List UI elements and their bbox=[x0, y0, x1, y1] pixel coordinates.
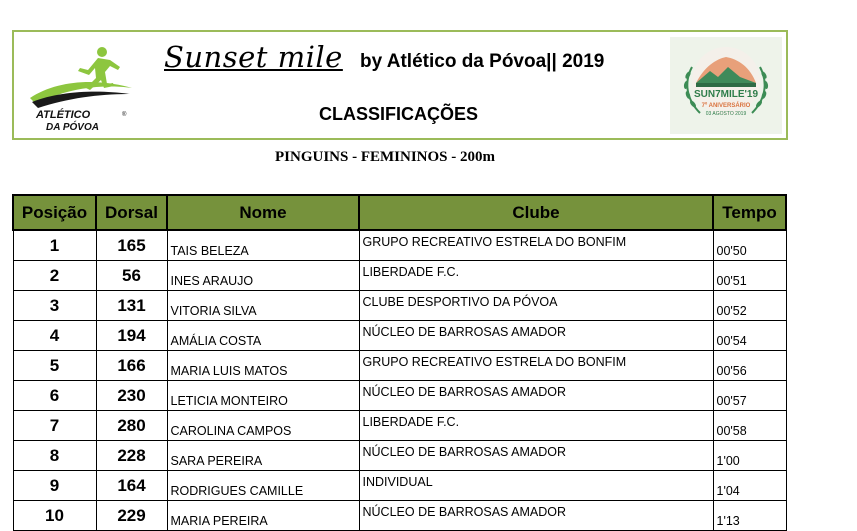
table-row bbox=[13, 441, 786, 471]
cell-position: 6 bbox=[13, 381, 96, 411]
cell-bib: 280 bbox=[96, 411, 167, 441]
cell-position: 8 bbox=[13, 441, 96, 471]
cell-time: 00'52 bbox=[713, 291, 786, 321]
cell-position: 9 bbox=[13, 471, 96, 501]
results-table bbox=[12, 194, 787, 531]
cell-time: 1'00 bbox=[713, 441, 786, 471]
table-row bbox=[13, 230, 786, 261]
cell-name: MARIA LUIS MATOS bbox=[167, 351, 359, 381]
cell-name: VITORIA SILVA bbox=[167, 291, 359, 321]
cell-position: 3 bbox=[13, 291, 96, 321]
cell-position: 5 bbox=[13, 351, 96, 381]
cell-bib: 194 bbox=[96, 321, 167, 351]
cell-bib: 165 bbox=[96, 230, 167, 261]
table-row bbox=[13, 381, 786, 411]
cell-bib: 56 bbox=[96, 261, 167, 291]
cell-club: NÚCLEO DE BARROSAS AMADOR bbox=[359, 381, 713, 411]
cell-position: 10 bbox=[13, 501, 96, 531]
cell-name: SARA PEREIRA bbox=[167, 441, 359, 471]
event-title: Sunset mile bbox=[164, 40, 343, 74]
cell-time: 00'54 bbox=[713, 321, 786, 351]
cell-position: 1 bbox=[13, 230, 96, 261]
cell-bib: 228 bbox=[96, 441, 167, 471]
cell-club: GRUPO RECREATIVO ESTRELA DO BONFIM bbox=[359, 230, 713, 261]
cell-time: 1'04 bbox=[713, 471, 786, 501]
cell-name: INES ARAUJO bbox=[167, 261, 359, 291]
atletico-da-povoa-logo bbox=[22, 40, 140, 132]
column-header-bib: Dorsal bbox=[96, 195, 167, 230]
cell-club: LIBERDADE F.C. bbox=[359, 261, 713, 291]
page-title: CLASSIFICAÇÕES bbox=[319, 104, 479, 124]
sun7mile-emblem-logo bbox=[670, 37, 782, 134]
logo-text-line2: DA PÓVOA bbox=[46, 122, 99, 132]
cell-position: 4 bbox=[13, 321, 96, 351]
cell-time: 00'57 bbox=[713, 381, 786, 411]
cell-club: NÚCLEO DE BARROSAS AMADOR bbox=[359, 321, 713, 351]
cell-time: 00'56 bbox=[713, 351, 786, 381]
svg-text:®: ® bbox=[122, 112, 127, 118]
cell-club: GRUPO RECREATIVO ESTRELA DO BONFIM bbox=[359, 351, 713, 381]
cell-position: 2 bbox=[13, 261, 96, 291]
table-row bbox=[13, 261, 786, 291]
cell-club: INDIVIDUAL bbox=[359, 471, 713, 501]
cell-name: TAIS BELEZA bbox=[167, 230, 359, 261]
cell-time: 00'50 bbox=[713, 230, 786, 261]
table-row bbox=[13, 411, 786, 441]
header-banner bbox=[12, 30, 788, 140]
category-heading: PINGUINS - FEMININOS - 200m bbox=[275, 149, 496, 165]
column-header-time: Tempo bbox=[713, 195, 786, 230]
cell-name: RODRIGUES CAMILLE bbox=[167, 471, 359, 501]
table-row bbox=[13, 351, 786, 381]
emblem-title: SUN7MILE'19 bbox=[693, 89, 759, 100]
column-header-club: Clube bbox=[359, 195, 713, 230]
cell-bib: 230 bbox=[96, 381, 167, 411]
cell-time: 1'13 bbox=[713, 501, 786, 531]
event-organizer: by Atlético da Póvoa|| 2019 bbox=[360, 51, 605, 72]
logo-text-line1: ATLÉTICO bbox=[36, 109, 91, 121]
table-row bbox=[13, 501, 786, 531]
cell-time: 00'51 bbox=[713, 261, 786, 291]
cell-name: CAROLINA CAMPOS bbox=[167, 411, 359, 441]
cell-time: 00'58 bbox=[713, 411, 786, 441]
cell-club: NÚCLEO DE BARROSAS AMADOR bbox=[359, 501, 713, 531]
cell-bib: 166 bbox=[96, 351, 167, 381]
cell-bib: 164 bbox=[96, 471, 167, 501]
column-header-name: Nome bbox=[167, 195, 359, 230]
cell-name: MARIA PEREIRA bbox=[167, 501, 359, 531]
cell-position: 7 bbox=[13, 411, 96, 441]
cell-bib: 131 bbox=[96, 291, 167, 321]
column-header-position: Posição bbox=[13, 195, 96, 230]
header-row bbox=[13, 195, 786, 230]
emblem-date: 03 AGOSTO 2019 bbox=[705, 111, 747, 117]
emblem-anniversary: 7º ANIVERSÁRIO bbox=[701, 103, 751, 109]
cell-bib: 229 bbox=[96, 501, 167, 531]
cell-club: NÚCLEO DE BARROSAS AMADOR bbox=[359, 441, 713, 471]
cell-club: LIBERDADE F.C. bbox=[359, 411, 713, 441]
title-line bbox=[164, 38, 654, 78]
cell-club: CLUBE DESPORTIVO DA PÓVOA bbox=[359, 291, 713, 321]
table-row bbox=[13, 471, 786, 501]
cell-name: AMÁLIA COSTA bbox=[167, 321, 359, 351]
cell-name: LETICIA MONTEIRO bbox=[167, 381, 359, 411]
table-row bbox=[13, 291, 786, 321]
table-row bbox=[13, 321, 786, 351]
